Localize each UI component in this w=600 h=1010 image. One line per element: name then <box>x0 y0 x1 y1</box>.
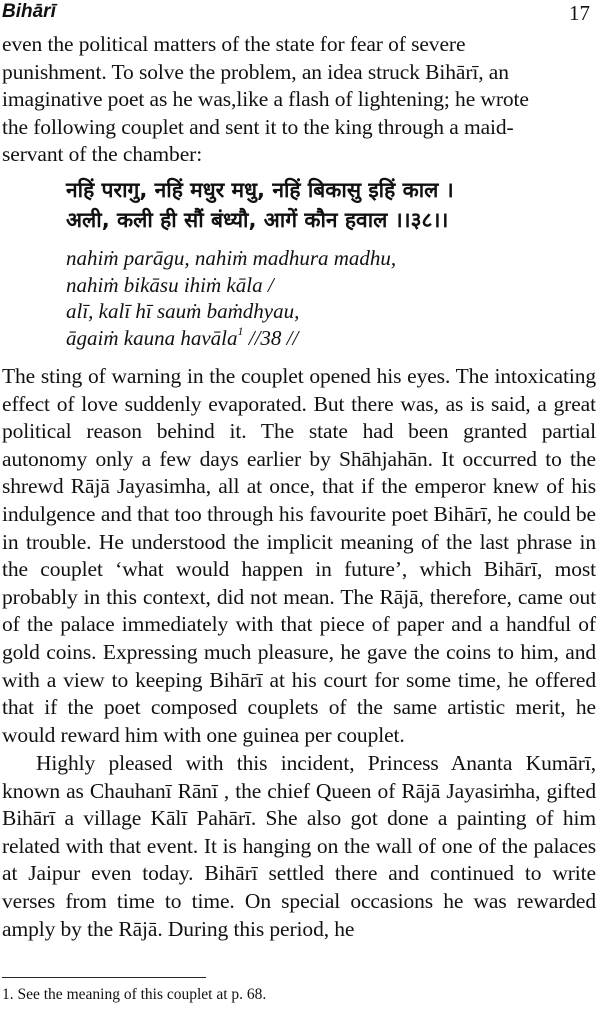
paragraph-sting-of-warning: The sting of warning in the couplet opened his eyes. The intoxicating effect of love suddenly evaporated. But there was, as is said, a great political reason behind it. The state had been granted partial autonomy only a few days earlier by Shāhjahān. It occurred to the shrewd Rājā Jayasimha, all at once, that if the emperor knew of his indulgence and that too through his favourite poet Bihārī, he could be in trouble. He understood the implicit meaning of the last phrase in the couplet ‘what would happen in future’, which Bihārī, most probably in this context, did not mean. The Rājā, therefore, came out of the palace immediately with that piece of paper and a handful of gold coins. Expressing much pleasure, he gave the coins to him, and with a view to keeping Bihārī at his court for some time, he offered that if the poet composed couplets of the same artistic merit, he would reward him with one guinea per couplet. <box>2 364 596 747</box>
paragraph-line: servant of the chamber: <box>2 142 203 167</box>
paragraph-line: the following couplet and sent it to the king through a maid- <box>2 114 514 139</box>
footnote: 1. See the meaning of this couplet at p. 68. <box>2 986 267 1003</box>
paragraph-intro <box>2 31 596 169</box>
couplet-transliteration <box>66 245 496 351</box>
page-header <box>0 0 598 26</box>
paragraph-line: imaginative poet as he was,like a flash of lightening; he wrote <box>2 87 529 112</box>
running-head: Bihārī <box>2 1 56 22</box>
page-number: 17 <box>569 1 590 25</box>
transliteration-line: nahiṁ parāgu, nahiṁ madhura madhu, <box>66 246 397 270</box>
transliteration-line: alī, kalī hī sauṁ baṁdhyau, <box>66 299 300 323</box>
footnote-reference: 1 <box>237 323 244 338</box>
couplet-devanagari <box>66 175 586 235</box>
couplet-line: अली, कली ही सौं बंध्यौ, आगें कौन हवाल ।।३८।। <box>66 208 449 232</box>
transliteration-line-last <box>66 325 496 352</box>
transliteration-text: āgaiṁ kauna havāla <box>66 325 238 350</box>
paragraph-princess-gift: Highly pleased with this incident, Princess Ananta Kumārī, known as Chauhanī Rānī , the chief Queen of Rājā Jayasiṁha, gifted Bihārī a village Kālī Pahārī. She also got done a painting of him related with that event. It is hanging on the wall of one of the palaces at Jaipur even today. Bihārī settled there and continued to write verses from time to time. On special occasions he was rewarded amply by the Rājā. During this period, he <box>2 751 596 941</box>
paragraph-line: punishment. To solve the problem, an idea struck Bihārī, an <box>2 59 509 84</box>
couplet-number: //38 // <box>243 325 299 350</box>
paragraph-line: even the political matters of the state for fear of severe <box>2 32 466 56</box>
couplet-line: नहिं परागु, नहिं मधुर मधु, नहिं बिकासु इहिं काल । <box>66 178 454 202</box>
footnote-divider <box>2 977 206 978</box>
transliteration-line: nahiṁ bikāsu ihiṁ kāla / <box>66 272 274 297</box>
